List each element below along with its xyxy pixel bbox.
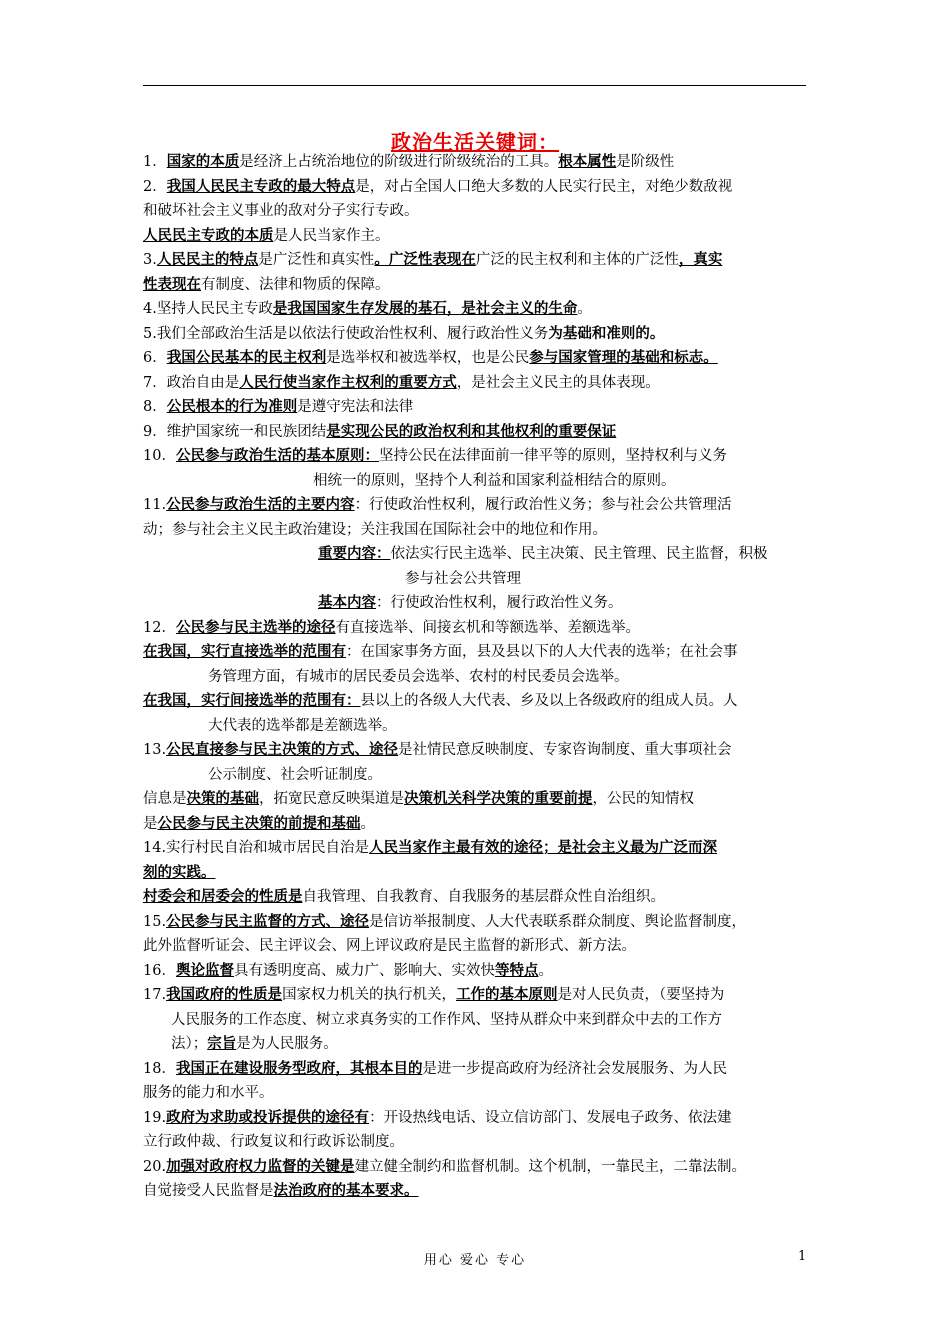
text-line bbox=[143, 567, 813, 592]
text-line bbox=[143, 199, 813, 224]
keyword: 公民参与政治生活的基本原则： bbox=[175, 447, 379, 464]
text-segment: 17. bbox=[143, 987, 167, 1003]
text-segment: 坚持公民在法律面前一律平等的原则，坚持权利与义务 bbox=[378, 448, 727, 464]
text-line bbox=[143, 395, 813, 420]
text-line bbox=[143, 738, 813, 763]
keyword: 公民根本的行为准则 bbox=[166, 398, 298, 415]
text-segment: 是社情民意反映制度、专家咨询制度、重大事项社会 bbox=[398, 742, 732, 758]
text-segment: 10． bbox=[143, 448, 176, 464]
text-segment: 18． bbox=[143, 1060, 176, 1077]
text-segment: 是选举权和被选举权，也是公民 bbox=[326, 350, 530, 366]
text-segment: ：在国家事务方面，县及县以下的人大代表的选举；在社会事 bbox=[346, 644, 738, 660]
text-line bbox=[143, 1008, 813, 1033]
text-segment: ，拓宽民意反映渠道是 bbox=[259, 791, 404, 807]
text-segment: 8． bbox=[143, 399, 167, 415]
text-segment: 依法实行民主选举、民主决策、民主管理、民主监督，积极 bbox=[390, 546, 768, 562]
text-segment: 1． bbox=[143, 154, 167, 170]
keyword: 决策机关科学决策的重要前提 bbox=[404, 790, 593, 807]
text-line bbox=[143, 714, 813, 739]
keyword: 村委会和居委会的性质是 bbox=[143, 888, 303, 905]
text-segment: 13. bbox=[143, 742, 167, 758]
text-line bbox=[143, 224, 813, 249]
text-segment: ：行使政治性权利，履行政治性义务；参与社会公共管理活 bbox=[354, 497, 732, 513]
keyword: 我国公民基本的民主权利 bbox=[166, 349, 327, 366]
text-segment: ：行使政治性权利，履行政治性义务。 bbox=[376, 595, 623, 611]
text-line bbox=[143, 910, 813, 935]
keyword: 基本内容 bbox=[318, 594, 376, 611]
text-segment: 是进一步提高政府为经济社会发展服务、为人民 bbox=[422, 1060, 727, 1077]
text-line bbox=[143, 1106, 813, 1131]
text-segment: 广泛的民主权利和主体的广泛性 bbox=[475, 252, 679, 268]
text-line bbox=[143, 444, 813, 469]
text-segment: 。 bbox=[577, 301, 592, 317]
text-line bbox=[143, 322, 813, 347]
keyword: 公民参与民主选举的途径 bbox=[175, 618, 336, 636]
keyword: 根本属性 bbox=[558, 153, 617, 170]
text-line bbox=[143, 1032, 813, 1057]
keyword: 公民参与民主监督的方式、途径 bbox=[166, 912, 370, 930]
text-segment: 是为人民服务。 bbox=[236, 1036, 338, 1052]
text-segment: 9．维护国家统一和民族团结 bbox=[143, 423, 327, 440]
text-segment: 5.我们全部政治生活是以依法行使政治性权利、履行政治性义务 bbox=[143, 325, 549, 342]
text-line bbox=[143, 812, 813, 837]
keyword: 舆论监督 bbox=[175, 961, 234, 979]
text-segment: 和破坏社会主义事业的敌对分子实行专政。 bbox=[143, 203, 419, 219]
text-line bbox=[143, 1057, 813, 1082]
footer-motto: 用心 爱心 专心 bbox=[423, 1253, 527, 1268]
text-segment: 立行政仲裁、行政复议和行政诉讼制度。 bbox=[143, 1134, 404, 1150]
text-segment: 法）； bbox=[171, 1036, 208, 1052]
text-segment: ，公民的知情权 bbox=[592, 791, 694, 807]
text-segment: 16． bbox=[143, 962, 176, 979]
keyword: 在我国，实行间接选举的范围有： bbox=[143, 692, 361, 709]
text-line bbox=[143, 885, 813, 910]
keyword: 刻的实践。 bbox=[143, 863, 216, 881]
text-segment: 建立健全制约和监督机制。这个机制，一靠民主，二靠法制。 bbox=[354, 1158, 747, 1175]
text-segment: 参与社会公共管理 bbox=[405, 570, 521, 587]
keyword: 是我国国家生存发展的基石，是社会主义的生命 bbox=[272, 300, 578, 317]
text-line bbox=[143, 493, 813, 518]
keyword: 法治政府的基本要求。 bbox=[273, 1182, 419, 1199]
keyword: 我国政府的性质是 bbox=[166, 986, 283, 1003]
text-segment: 为基础和准则的。 bbox=[548, 324, 665, 342]
text-segment: ，是社会主义民主的具体表现。 bbox=[456, 374, 660, 391]
keyword: 公民直接参与民主决策的方式、途径 bbox=[166, 741, 399, 758]
text-segment: 6． bbox=[143, 350, 167, 366]
text-line bbox=[143, 273, 813, 298]
text-line bbox=[143, 640, 813, 665]
keyword: 在我国，实行直接选举的范围有 bbox=[143, 643, 346, 660]
text-segment: 是经济上占统治地位的阶级进行阶级统治的工具。 bbox=[239, 154, 559, 170]
keyword: 我国人民民主专政的最大特点 bbox=[166, 177, 356, 195]
text-line bbox=[143, 469, 813, 494]
text-line bbox=[143, 689, 813, 714]
text-line bbox=[143, 959, 813, 984]
keyword: 人民民主专政的本质 bbox=[143, 226, 274, 244]
keyword: 重要内容： bbox=[318, 545, 391, 562]
text-line bbox=[143, 175, 813, 200]
text-line bbox=[143, 150, 813, 175]
text-line bbox=[143, 616, 813, 641]
page-number: 1 bbox=[798, 1249, 807, 1264]
text-line bbox=[143, 1179, 813, 1204]
text-segment: 3. bbox=[143, 252, 157, 268]
text-line bbox=[143, 371, 813, 396]
keyword: 是实现公民的政治权利和其他权利的重要保证 bbox=[326, 422, 617, 440]
text-segment: 服务的能力和水平。 bbox=[143, 1085, 274, 1101]
keyword: ，真实 bbox=[678, 251, 723, 268]
text-segment: 是对人民负责，（要坚持为 bbox=[557, 987, 725, 1003]
keyword: 。广泛性表现在 bbox=[374, 251, 476, 268]
text-line bbox=[143, 1155, 813, 1180]
text-line bbox=[143, 518, 813, 543]
keyword: 政府为求助或投诉提供的途径有 bbox=[166, 1108, 370, 1126]
text-line bbox=[143, 1081, 813, 1106]
text-segment: 是 bbox=[143, 815, 158, 832]
text-line bbox=[143, 420, 813, 445]
keyword: 性表现在 bbox=[143, 275, 201, 293]
keyword: 人民行使当家作主权利的重要方式 bbox=[239, 373, 457, 391]
text-line bbox=[143, 787, 813, 812]
text-line bbox=[143, 665, 813, 690]
text-segment: 动；参与社会主义民主政治建设；关注我国在国际社会中的地位和作用。 bbox=[143, 521, 607, 538]
text-line bbox=[143, 934, 813, 959]
text-line bbox=[143, 1130, 813, 1155]
text-segment: 14.实行村民自治和城市居民自治是 bbox=[143, 840, 370, 856]
text-segment: 。 bbox=[538, 962, 553, 979]
text-segment: 相统一的原则，坚持个人利益和国家利益相结合的原则。 bbox=[313, 472, 676, 489]
keyword: 等特点 bbox=[494, 961, 539, 979]
text-line bbox=[143, 861, 813, 886]
text-segment: 是遵守宪法和法律 bbox=[297, 399, 414, 415]
text-segment: 县以上的各级人大代表、乡及以上各级政府的组成人员。人 bbox=[360, 693, 738, 709]
text-segment: 。 bbox=[360, 815, 375, 832]
text-segment: 自觉接受人民监督是 bbox=[143, 1183, 274, 1199]
text-line bbox=[143, 836, 813, 861]
text-segment: 国家权力机关的执行机关， bbox=[282, 987, 457, 1003]
text-line bbox=[143, 542, 813, 567]
text-segment: 是，对占全国人口绝大多数的人民实行民主，对绝少数敌视 bbox=[355, 178, 733, 195]
keyword: 宗旨 bbox=[207, 1035, 237, 1052]
keyword: 国家的本质 bbox=[166, 153, 240, 170]
text-segment: 2． bbox=[143, 178, 167, 195]
text-segment: 自我管理、自我教育、自我服务的基层群众性自治组织。 bbox=[302, 889, 665, 905]
text-segment: 11. bbox=[143, 497, 167, 513]
keyword: 公民参与民主决策的前提和基础 bbox=[157, 814, 361, 832]
page-title: 政治生活关键词： bbox=[391, 130, 559, 154]
text-segment: 具有透明度高、威力广、影响大、实效快 bbox=[233, 962, 495, 979]
text-segment: 是阶级性 bbox=[616, 154, 675, 170]
text-segment: 是信访举报制度、人大代表联系群众制度、舆论监督制度， bbox=[369, 913, 747, 930]
text-segment: ：开设热线电话、设立信访部门、发展电子政务、依法建 bbox=[369, 1109, 732, 1126]
keyword: 人民当家作主最有效的途径；是社会主义最为广泛而深 bbox=[369, 839, 718, 856]
text-segment: 有直接选举、间接玄机和等额选举、差额选举。 bbox=[335, 619, 640, 636]
text-segment: 19. bbox=[143, 1109, 167, 1126]
text-segment: 大代表的选举都是差额选举。 bbox=[208, 717, 397, 734]
text-segment: 有制度、法律和物质的保障。 bbox=[201, 276, 390, 293]
keyword: 我国正在建设服务型政府，其根本目的 bbox=[175, 1059, 423, 1077]
text-line bbox=[143, 983, 813, 1008]
keyword: 公民参与政治生活的主要内容 bbox=[166, 496, 355, 513]
keyword: 决策的基础 bbox=[186, 790, 259, 807]
text-line bbox=[143, 248, 813, 273]
text-line bbox=[143, 763, 813, 788]
text-segment: 公示制度、社会听证制度。 bbox=[208, 766, 382, 783]
text-segment: 12． bbox=[143, 619, 176, 636]
text-segment: 15. bbox=[143, 913, 167, 930]
text-segment: 4.坚持人民民主专政 bbox=[143, 301, 273, 317]
text-segment: 是人民当家作主。 bbox=[273, 227, 390, 244]
text-line bbox=[143, 297, 813, 322]
text-segment: 务管理方面，有城市的居民委员会选举、农村的村民委员会选举。 bbox=[208, 668, 629, 685]
keyword: 工作的基本原则 bbox=[456, 986, 558, 1003]
keyword: 加强对政府权力监督的关键是 bbox=[166, 1157, 355, 1175]
text-segment: 7．政治自由是 bbox=[143, 374, 240, 391]
text-segment: 信息是 bbox=[143, 791, 187, 807]
keyword: 参与国家管理的基础和标志。 bbox=[529, 349, 718, 366]
text-segment: 此外监督听证会、民主评议会、网上评议政府是民主监督的新形式、新方法。 bbox=[143, 938, 636, 954]
header-rule bbox=[143, 85, 806, 86]
text-segment: 20. bbox=[143, 1158, 167, 1175]
document-body bbox=[143, 150, 813, 1204]
text-segment: 是广泛性和真实性 bbox=[258, 252, 375, 268]
text-segment: 人民服务的工作态度、树立求真务实的工作作风、坚持从群众中来到群众中去的工作方 bbox=[171, 1011, 722, 1028]
text-line bbox=[143, 346, 813, 371]
keyword: 人民民主的特点 bbox=[156, 251, 259, 268]
text-line bbox=[143, 591, 813, 616]
